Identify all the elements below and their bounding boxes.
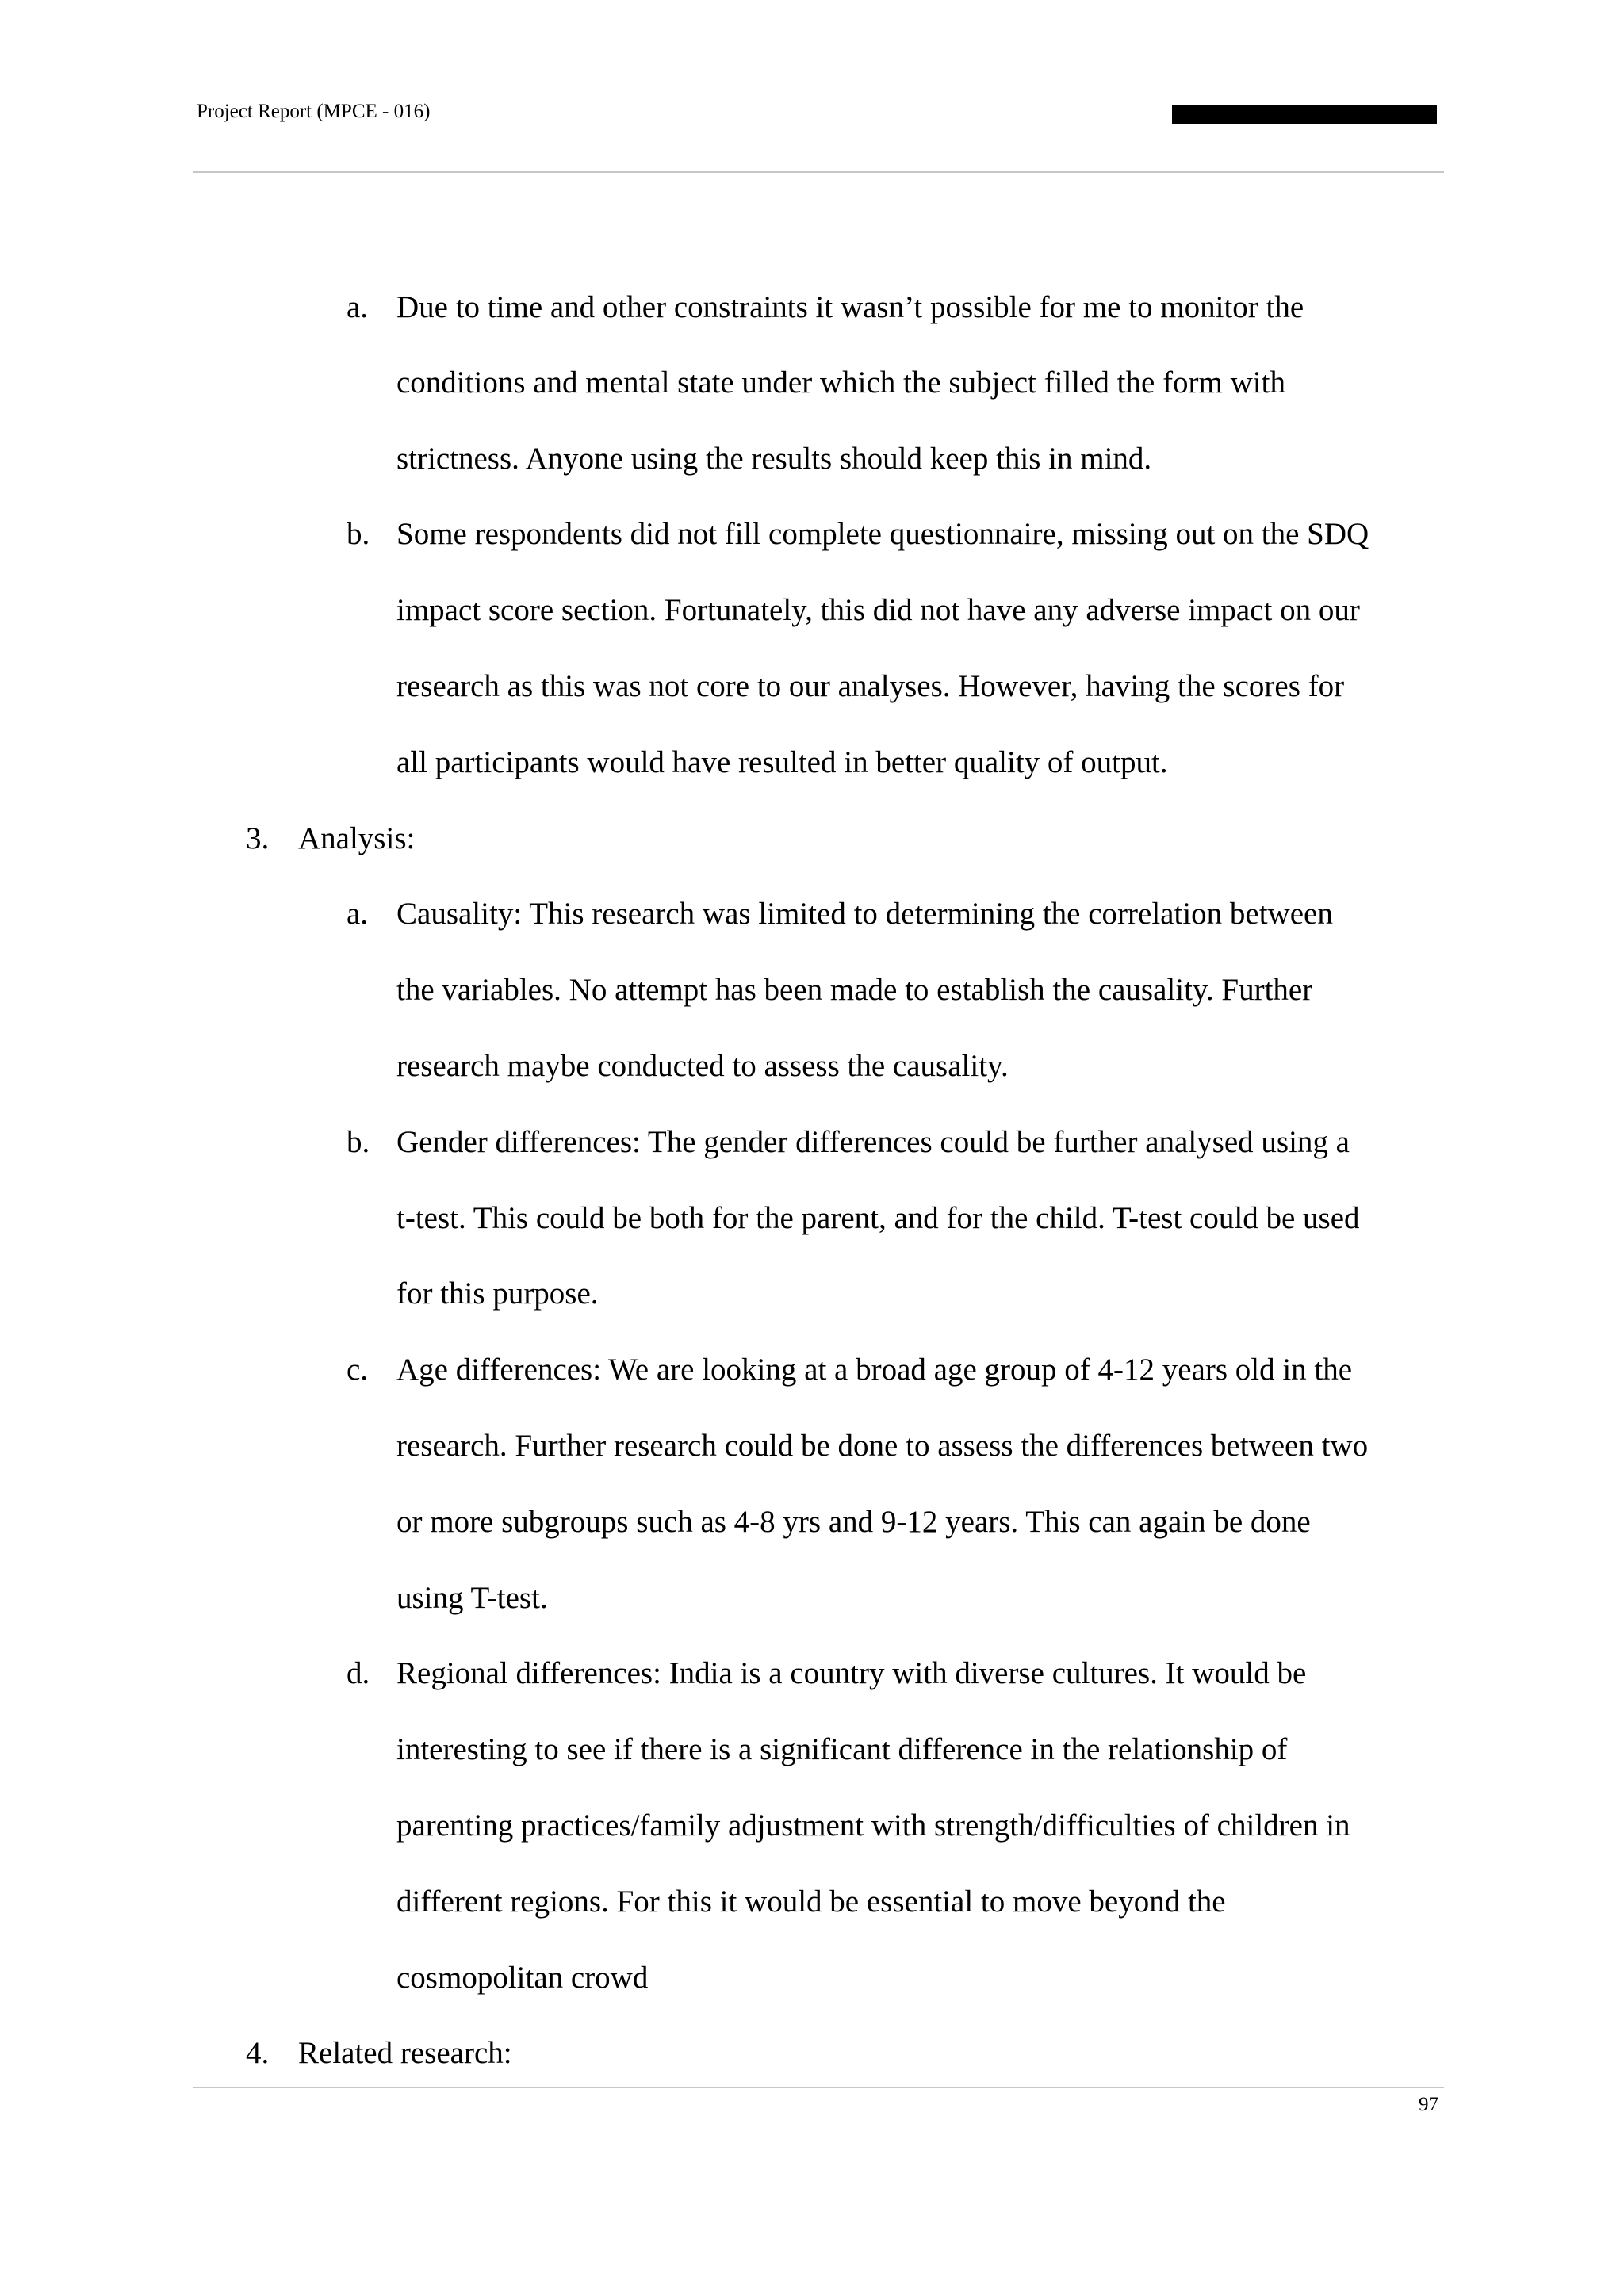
text-line: strictness. Anyone using the results should keep this in mind. bbox=[396, 442, 1152, 476]
section-label-analysis: Analysis: bbox=[298, 821, 416, 855]
text-line: Regional differences: India is a country with diverse cultures. It would be bbox=[396, 1656, 1307, 1690]
text-line: impact score section. Fortunately, this did not have any adverse impact on our bbox=[396, 593, 1360, 627]
text-line: the variables. No attempt has been made to establish the causality. Further bbox=[396, 973, 1313, 1007]
text-line: research maybe conducted to assess the causality. bbox=[396, 1049, 1009, 1083]
text-line: Gender differences: The gender differences could be further analysed using a bbox=[396, 1125, 1350, 1159]
text-line: t-test. This could be both for the parent, and for the child. T-test could be used bbox=[396, 1201, 1360, 1235]
list-marker: c. bbox=[347, 1353, 369, 1387]
text-line: cosmopolitan crowd bbox=[396, 1961, 649, 1995]
list-marker: a. bbox=[347, 897, 369, 931]
text-line: research as this was not core to our analyses. However, having the scores for bbox=[396, 669, 1345, 703]
list-marker: d. bbox=[347, 1656, 370, 1690]
list-marker: b. bbox=[347, 1125, 370, 1159]
text-line: conditions and mental state under which the subject filled the form with bbox=[396, 365, 1285, 400]
text-line: using T-test. bbox=[396, 1581, 548, 1615]
running-header-title: Project Report (MPCE - 016) bbox=[197, 101, 431, 122]
text-line: different regions. For this it would be essential to move beyond the bbox=[396, 1885, 1226, 1919]
text-line: Causality: This research was limited to determining the correlation between bbox=[396, 897, 1333, 931]
text-line: Age differences: We are looking at a broad age group of 4-12 years old in the bbox=[396, 1353, 1353, 1387]
list-marker: b. bbox=[347, 517, 370, 551]
text-line: or more subgroups such as 4-8 yrs and 9-12 years. This can again be done bbox=[396, 1505, 1311, 1539]
text-line: interesting to see if there is a significant difference in the relationship of bbox=[396, 1732, 1288, 1766]
text-line: for this purpose. bbox=[396, 1276, 599, 1311]
page-number: 97 bbox=[1419, 2094, 1438, 2115]
list-marker: a. bbox=[347, 290, 369, 324]
header-divider bbox=[193, 171, 1444, 173]
list-marker: 3. bbox=[246, 821, 270, 855]
redacted-author-bar bbox=[1172, 105, 1437, 124]
text-line: parenting practices/family adjustment with strength/difficulties of children in bbox=[396, 1808, 1350, 1843]
section-label-related-research: Related research: bbox=[298, 2036, 512, 2070]
text-line: Some respondents did not fill complete questionnaire, missing out on the SDQ bbox=[396, 517, 1369, 551]
text-line: research. Further research could be done to assess the differences between two bbox=[396, 1429, 1369, 1463]
text-line: all participants would have resulted in better quality of output. bbox=[396, 745, 1168, 779]
list-marker: 4. bbox=[246, 2036, 270, 2070]
footer-divider bbox=[193, 2087, 1444, 2088]
text-line: Due to time and other constraints it wasn’t possible for me to monitor the bbox=[396, 290, 1304, 324]
